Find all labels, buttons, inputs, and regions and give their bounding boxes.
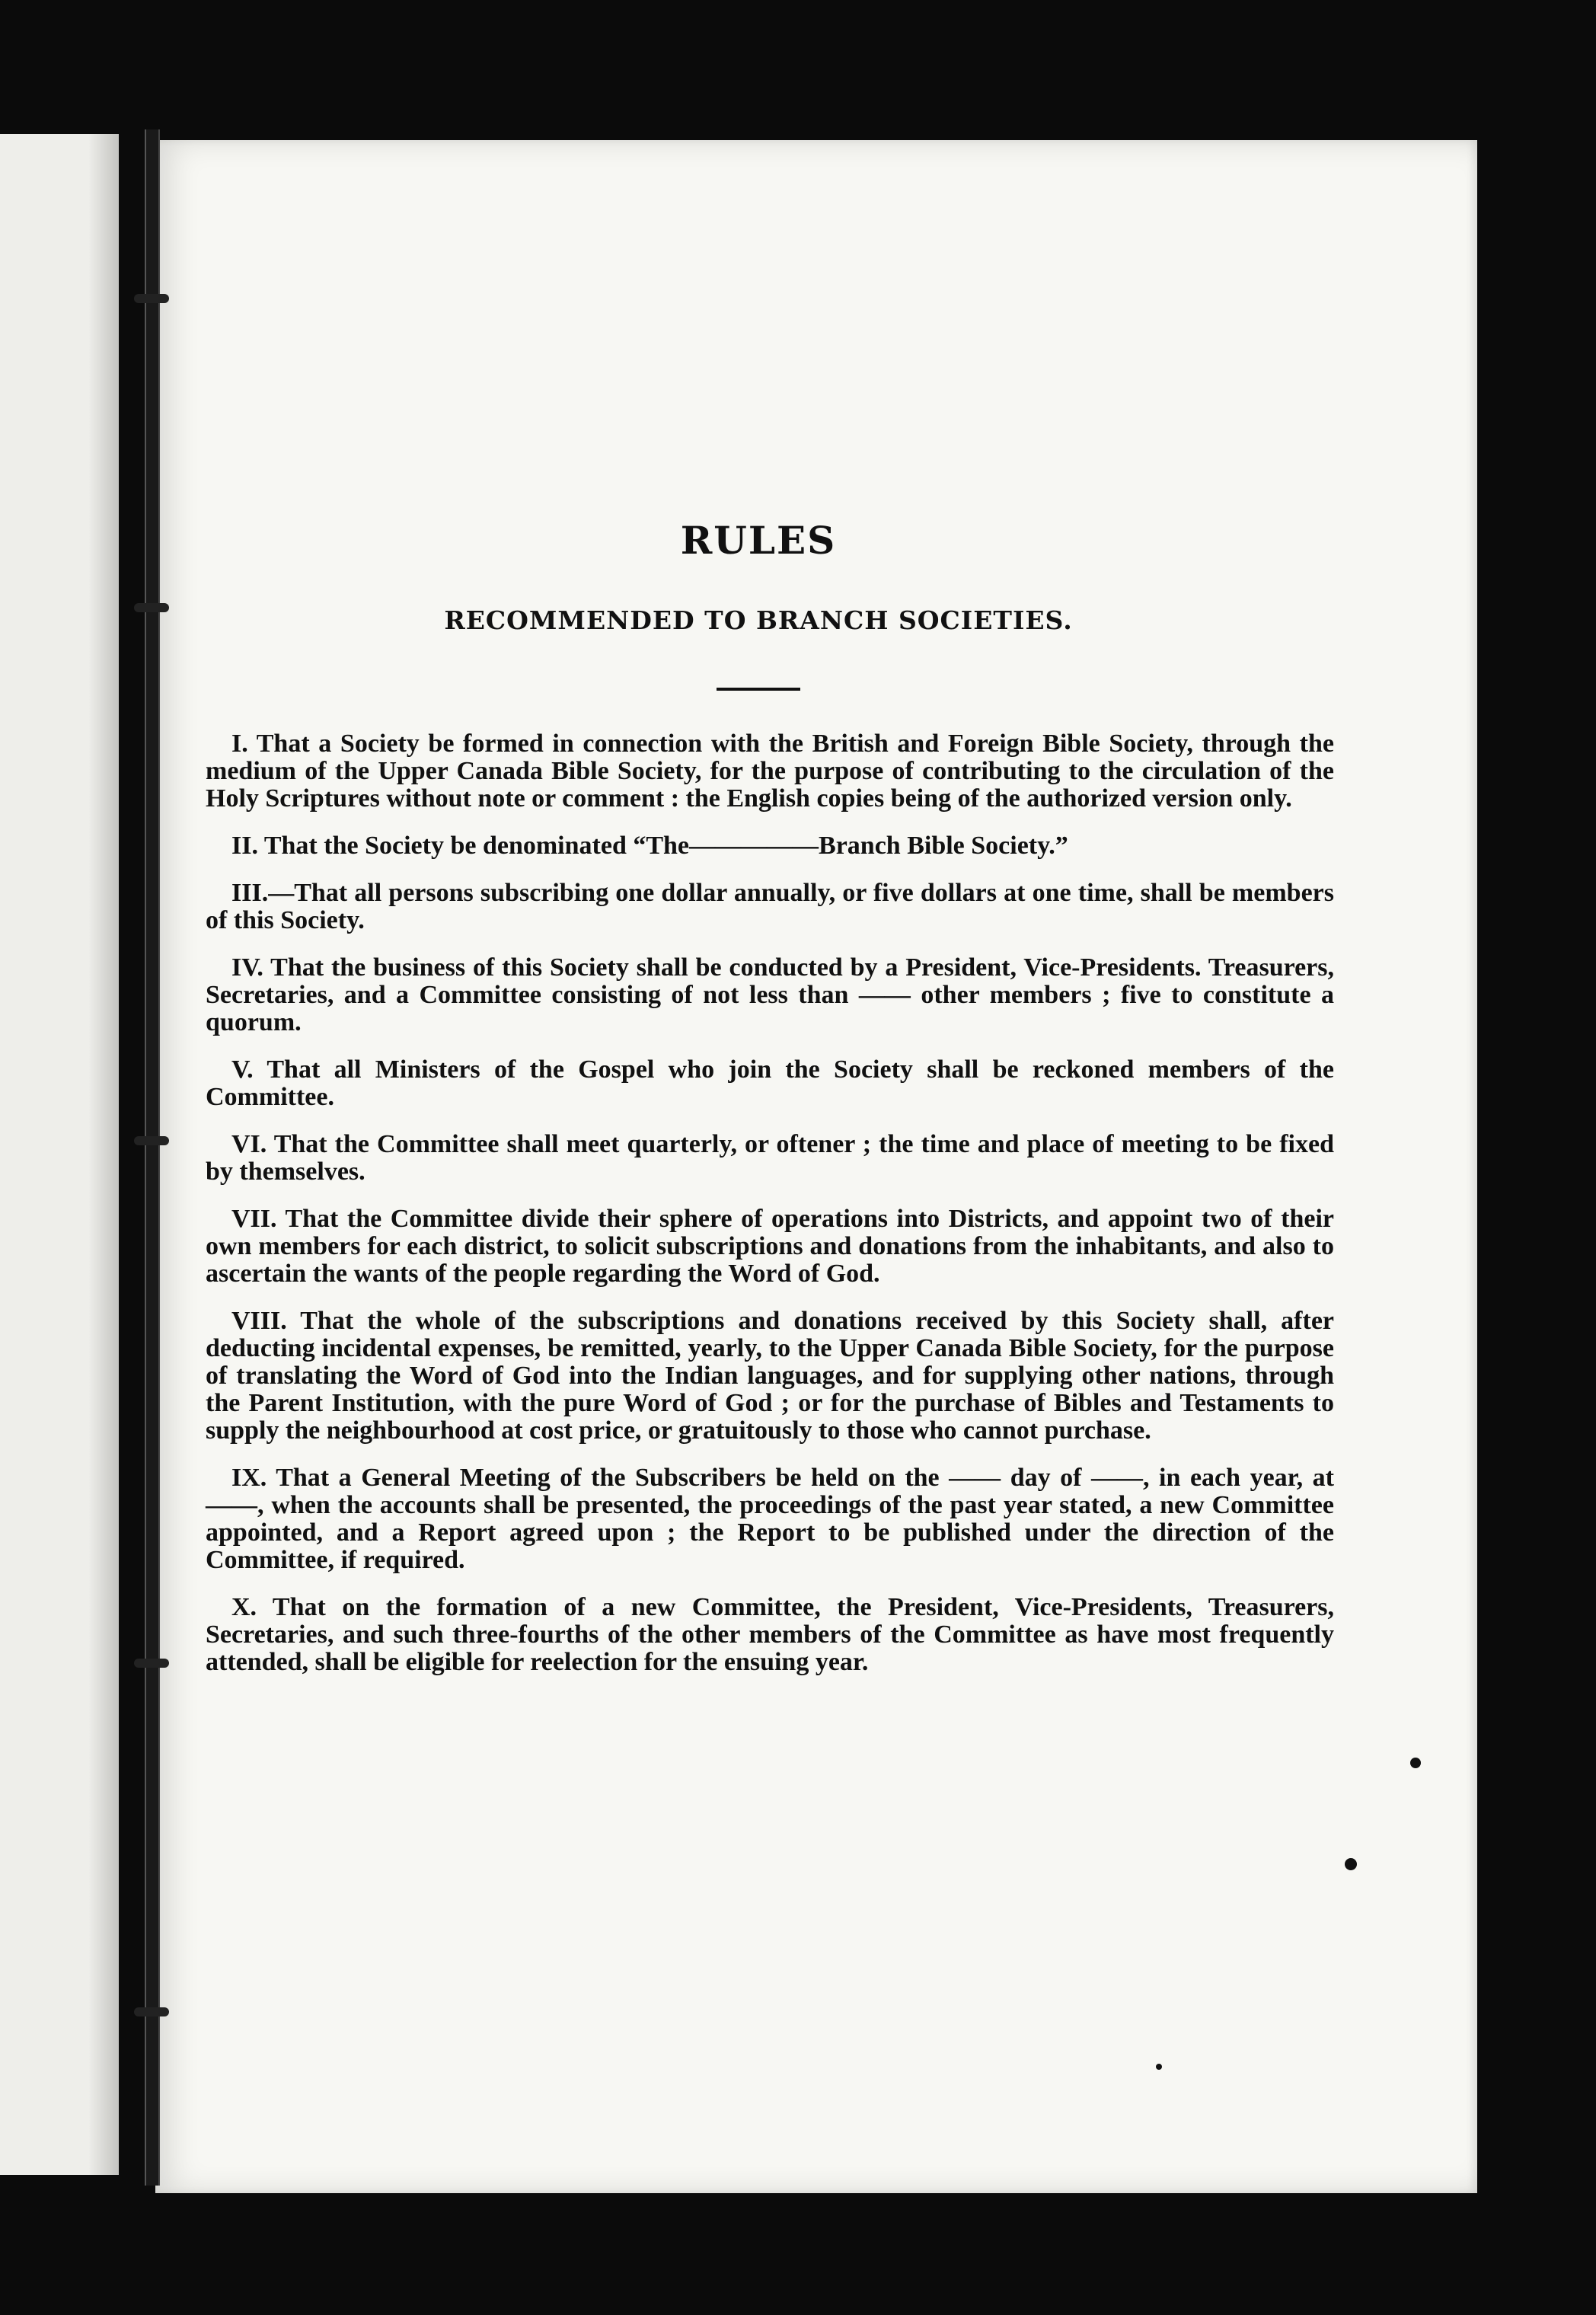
title-divider xyxy=(717,688,800,691)
page-title: RULES xyxy=(680,518,837,563)
rule-item: III.—That all persons subscribing one dollar annually, or five dollars at one time, shall be members of this Society. xyxy=(206,879,1334,934)
rules-list xyxy=(183,730,1334,1676)
binding-knot xyxy=(134,603,169,612)
rule-item: V. That all Ministers of the Gospel who join the Society shall be reckoned members of the Committee. xyxy=(206,1055,1334,1111)
page-speck xyxy=(1156,2064,1162,2070)
rules-text-block xyxy=(183,381,1334,1696)
page-speck xyxy=(1410,1758,1421,1768)
rule-item: IX. That a General Meeting of the Subscribers be held on the —— day of ——, in each year, at ——, when the accounts shall be presented, the proceedings of the past year stated, a new Committee appointed, and a Report agreed upon ; the Report to be published under the direction of the Committee, if required. xyxy=(206,1464,1334,1574)
rule-item: VI. That the Committee shall meet quarterly, or oftener ; the time and place of meeting to be fixed by themselves. xyxy=(206,1130,1334,1186)
rule-item: VIII. That the whole of the subscriptions and donations received by this Society shall, after deducting incidental expenses, be remitted, yearly, to the Upper Canada Bible Society, for the purpose of translating the Word of God into the Indian languages, and for supplying other nations, through the Parent Institution, with the pure Word of God ; or for the purchase of Bibles and Testaments to supply the neighbourhood at cost price, or gratuitously to those who cannot purchase. xyxy=(206,1307,1334,1445)
binding-knot xyxy=(134,294,169,303)
rule-item: X. That on the formation of a new Committee, the President, Vice-Presidents, Treasurers, Secretaries, and such three-fourths of the other members of the Committee as have most frequently attended, shall be eligible for reelection for the ensuing year. xyxy=(206,1593,1334,1676)
page-subtitle: RECOMMENDED TO BRANCH SOCIETIES. xyxy=(444,605,1073,635)
rule-item: I. That a Society be formed in connection with the British and Foreign Bible Society, through the medium of the Upper Canada Bible Society, for the purpose of contributing to the circulation of the Holy Scriptures without note or comment : the English copies being of the authorized version only. xyxy=(206,730,1334,813)
rule-item: IV. That the business of this Society shall be conducted by a President, Vice-Presidents. Treasurers, Secretaries, and a Committee consisting of not less than —— other members ; five to constitute a quorum. xyxy=(206,953,1334,1036)
left-page-edge xyxy=(0,134,119,2175)
rule-item: II. That the Society be denominated “The—————Branch Bible Society.” xyxy=(231,832,1068,860)
page-speck xyxy=(1345,1858,1357,1870)
rule-item: VII. That the Committee divide their sphere of operations into Districts, and appoint two of their own members for each district, to solicit subscriptions and donations from the inhabitants, and also to ascertain the wants of the people regarding the Word of God. xyxy=(206,1205,1334,1288)
binding-thread xyxy=(145,129,160,2186)
binding-knot xyxy=(134,2007,169,2016)
binding-knot xyxy=(134,1136,169,1145)
binding-knot xyxy=(134,1659,169,1668)
